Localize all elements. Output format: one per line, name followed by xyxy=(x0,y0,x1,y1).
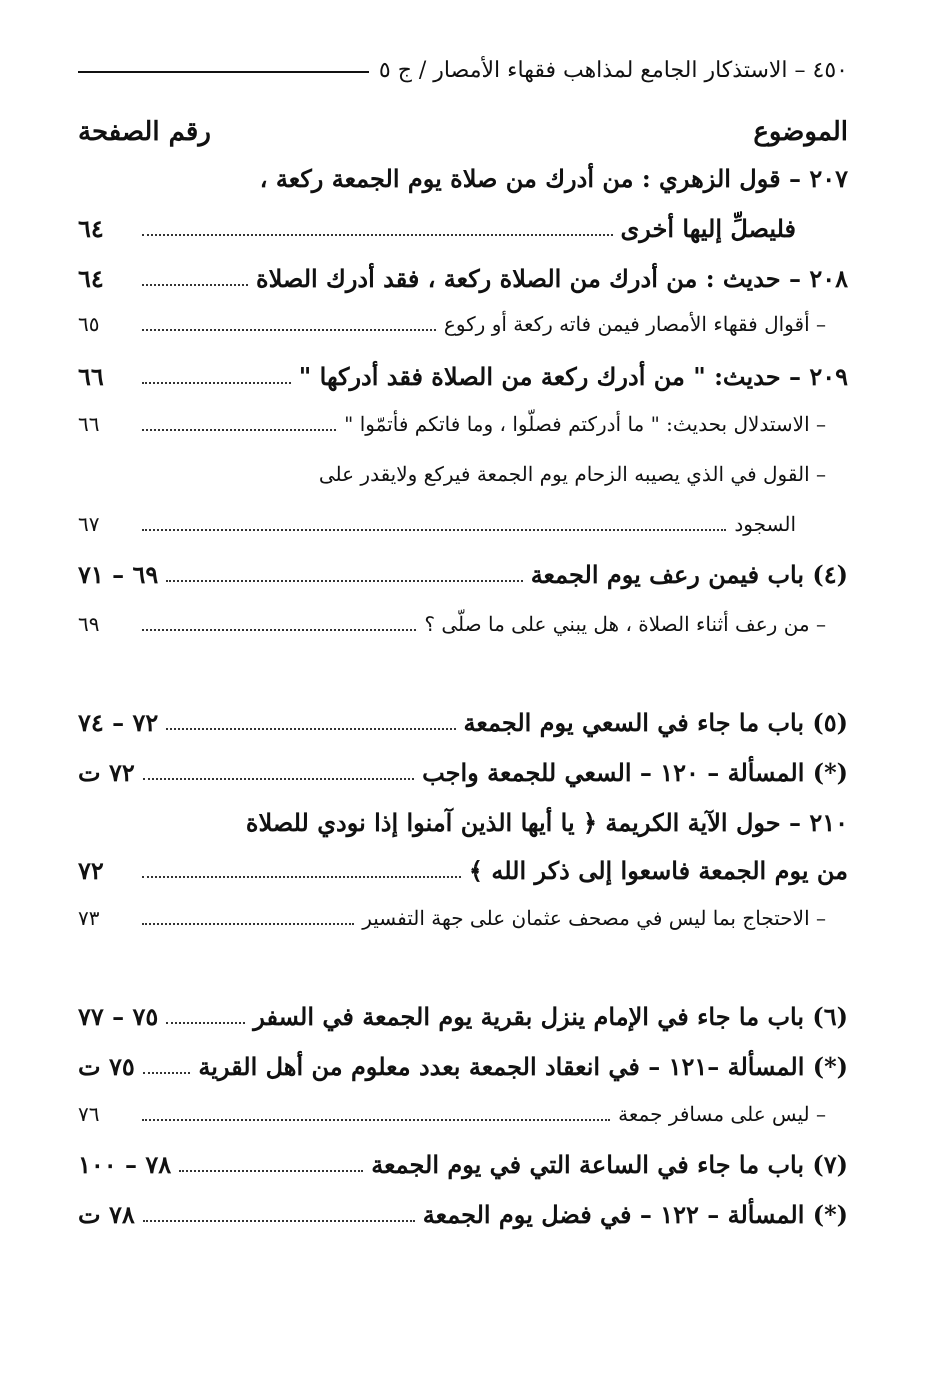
page-range: ٧٨ – ١٠٠ xyxy=(78,1150,172,1179)
page-number: ٧٢ ت xyxy=(78,758,135,787)
leader-dots xyxy=(143,778,414,780)
leader-dots xyxy=(142,923,354,925)
running-header xyxy=(78,52,848,88)
toc-subentry xyxy=(78,412,848,460)
page-number: ٦٤ xyxy=(78,264,104,293)
leader-dots xyxy=(142,234,613,236)
leader-dots xyxy=(142,876,461,878)
entry-text: من يوم الجمعة فاسعوا إلى ذكر الله ﴾ xyxy=(468,856,848,885)
header-rule xyxy=(78,71,369,73)
leader-dots xyxy=(142,329,436,331)
page-number: ٧٢ xyxy=(78,856,104,885)
page-number: ٦٩ xyxy=(78,612,100,636)
entry-text: (٦) باب ما جاء في الإمام ينزل بقرية يوم الجمعة في السفر xyxy=(253,1002,848,1031)
leader-dots xyxy=(166,728,455,730)
entry-text: – القول في الذي يصيبه الزحام يوم الجمعة فيركع ولايقدر على xyxy=(318,462,826,486)
leader-dots xyxy=(143,1220,415,1222)
page-number: ٦٦ xyxy=(78,412,100,436)
toc-entry xyxy=(78,362,848,410)
page-number: ٦٦ xyxy=(78,362,104,391)
toc-subentry xyxy=(78,612,848,660)
entry-text: – الاستدلال بحديث: " ما أدركتم فصلّوا ، وما فاتكم فأتمّوا " xyxy=(344,412,826,436)
toc-subentry xyxy=(78,512,848,560)
leader-dots xyxy=(142,284,248,286)
entry-text: – أقوال فقهاء الأمصار فيمن فاته ركعة أو ركوع xyxy=(443,312,826,336)
toc-entry xyxy=(78,856,848,904)
toc-subentry xyxy=(78,906,848,954)
toc-issue xyxy=(78,758,848,806)
leader-dots xyxy=(142,429,336,431)
entry-text: – الاحتجاج بما ليس في مصحف عثمان على جهة التفسير xyxy=(362,906,826,930)
leader-dots xyxy=(142,1119,610,1121)
entry-text: ٢٠٧ – قول الزهري : من أدرك من صلاة يوم الجمعة ركعة ، xyxy=(259,164,848,193)
entry-text: – ليس على مسافر جمعة xyxy=(618,1102,826,1126)
entry-text: (٤) باب فيمن رعف يوم الجمعة xyxy=(530,560,848,589)
entry-text: – من رعف أثناء الصلاة ، هل يبني على ما صلّى ؟ xyxy=(424,612,826,636)
leader-dots xyxy=(142,382,291,384)
toc-entry xyxy=(78,808,848,856)
toc-issue xyxy=(78,1052,848,1100)
leader-dots xyxy=(166,580,522,582)
toc-entry xyxy=(78,264,848,312)
page-range: ٧٢ – ٧٤ xyxy=(78,708,159,737)
page-number: ٧٥ ت xyxy=(78,1052,135,1081)
entry-text: فليصلِّ إليها أخرى xyxy=(620,214,796,243)
toc-subentry xyxy=(78,1102,848,1150)
leader-dots xyxy=(143,1072,191,1074)
entry-text: السجود xyxy=(734,512,796,536)
toc-chapter xyxy=(78,1002,848,1050)
page-range: ٧٥ – ٧٧ xyxy=(78,1002,159,1031)
entry-text: ٢٠٨ – حديث : من أدرك من الصلاة ركعة ، فقد أدرك الصلاة xyxy=(256,264,848,293)
entry-text: ٢١٠ – حول الآية الكريمة ﴿ يا أيها الذين آمنوا إذا نودي للصلاة xyxy=(245,808,848,837)
entry-text: (*) المسألة – ١٢٠ – السعي للجمعة واجب xyxy=(422,758,848,787)
entry-text: (٥) باب ما جاء في السعي يوم الجمعة xyxy=(463,708,848,737)
leader-dots xyxy=(142,629,416,631)
page-number: ٦٧ xyxy=(78,512,100,536)
entry-text: ٢٠٩ – حديث: " من أدرك ركعة من الصلاة فقد أدركها " xyxy=(298,362,848,391)
page-number: ٦٥ xyxy=(78,312,100,336)
entry-text: (*) المسألة – ١٢٢ – في فضل يوم الجمعة xyxy=(422,1200,848,1229)
page-number: ٦٤ xyxy=(78,214,104,243)
entry-text: (*) المسألة –١٢١ – في انعقاد الجمعة بعدد معلوم من أهل القرية xyxy=(198,1052,848,1081)
page-number: ٧٦ xyxy=(78,1102,100,1126)
toc-chapter xyxy=(78,560,848,608)
toc-issue xyxy=(78,1200,848,1248)
page-column-heading: رقم الصفحة xyxy=(78,117,211,147)
toc-chapter xyxy=(78,1150,848,1198)
column-headings xyxy=(78,112,848,152)
leader-dots xyxy=(142,529,726,531)
toc-subentry xyxy=(78,312,848,360)
page-number: ٧٨ ت xyxy=(78,1200,135,1229)
leader-dots xyxy=(166,1022,245,1024)
entry-text: (٧) باب ما جاء في الساعة التي في يوم الجمعة xyxy=(371,1150,848,1179)
page-number: ٧٣ xyxy=(78,906,100,930)
toc-subentry xyxy=(78,462,848,510)
toc-chapter xyxy=(78,708,848,756)
running-title: ٤٥٠ – الاستذكار الجامع لمذاهب فقهاء الأمصار / ج ٥ xyxy=(378,57,848,83)
topic-column-heading: الموضوع xyxy=(753,117,848,147)
toc-entry xyxy=(78,214,848,262)
page-range: ٦٩ – ٧١ xyxy=(78,560,159,589)
leader-dots xyxy=(179,1170,363,1172)
toc-entry xyxy=(78,164,848,212)
